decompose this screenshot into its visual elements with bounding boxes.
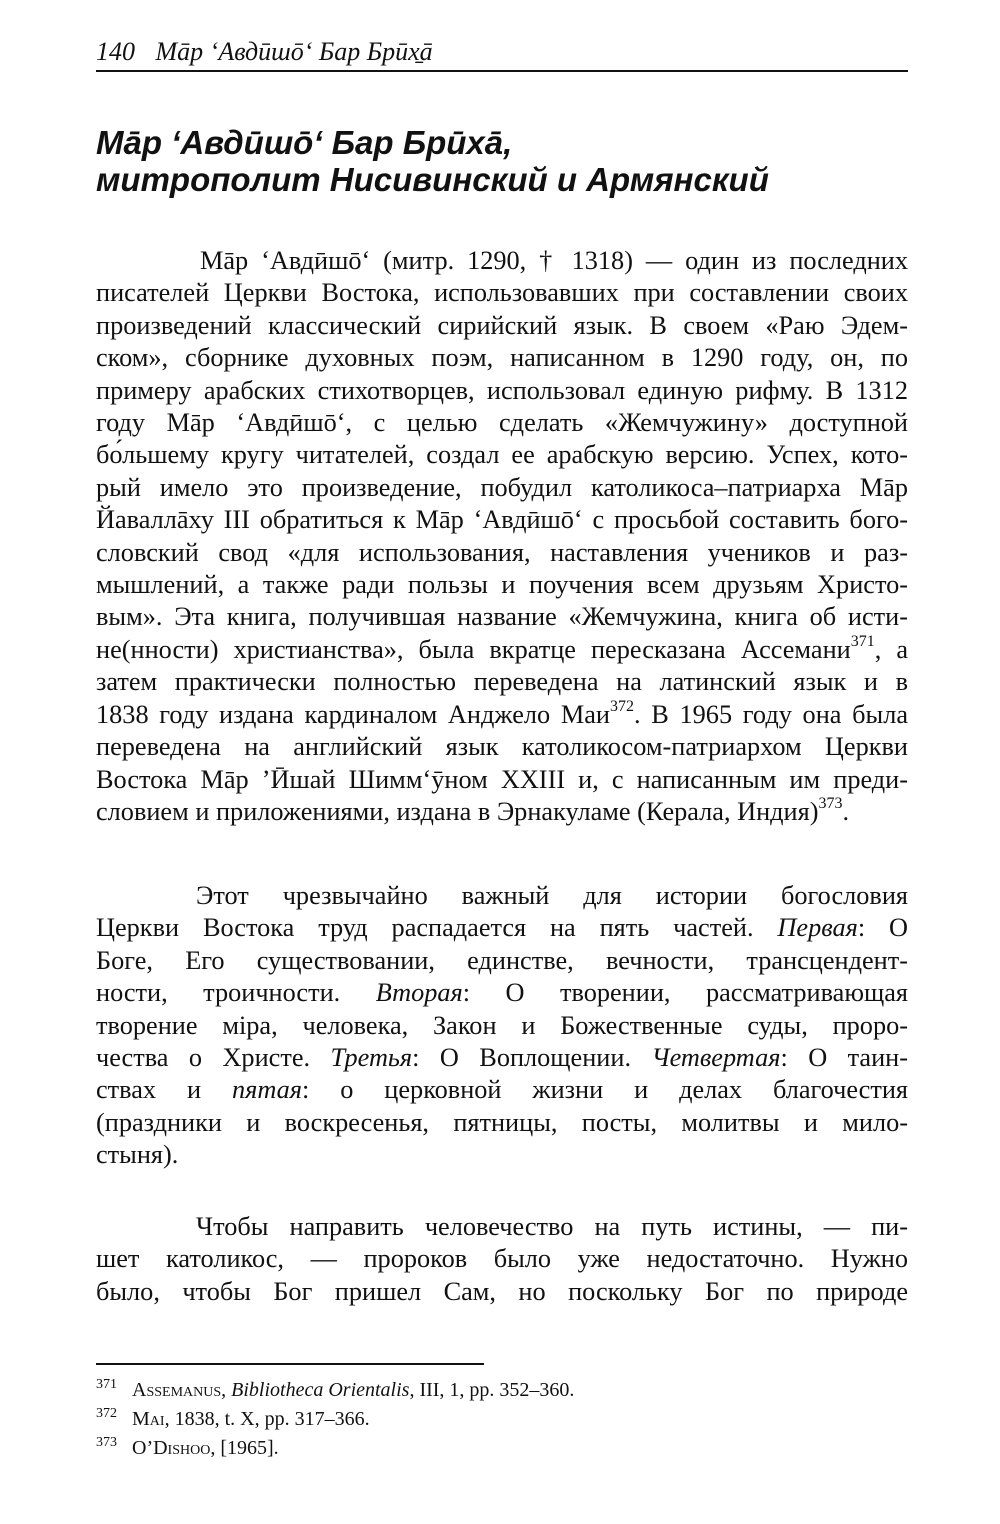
p1-line-with-ref [96,699,908,731]
p2-text: : О таин- [780,1043,908,1073]
part-label-second: Вторая [375,978,463,1008]
part-label-first: Первая [777,913,858,943]
p1-line: писателей Церкви Востока, использовавших при составлении своих [96,278,908,308]
chapter-title [96,124,908,198]
p2-text: : О Воплощении. [412,1043,632,1073]
p1-line-tail: , а [874,634,908,664]
p3-line: было, чтобы Бог пришел Сам, но поскольку Бог по природе [96,1276,908,1306]
running-title: Мāр ‘Авдūшō‘ Бар Брūх̱ā [155,37,433,66]
footnotes [96,1376,908,1463]
p1-line: произведений классический сирийский язык. В своем «Раю Эдем- [96,310,908,340]
footnote-ref-372[interactable]: 372 [609,697,634,715]
p2-line: стыня). [96,1140,179,1170]
p1-line: затем практически полностью переведена на латинский язык и в [96,667,908,697]
p2-text: ности, троичности. [96,978,341,1008]
footnote-author: O’Dishoo [132,1437,211,1459]
p2-line [96,1042,908,1074]
p3-line: Чтобы направить человечество на путь истины, — пи- [196,1212,908,1241]
footnote-title: Bibliotheca Orientalis [231,1379,410,1401]
footnote-rest: , 1838, t. X, pp. 317–366. [164,1408,370,1430]
footnote-rest: , III, 1, pp. 352–360. [409,1379,575,1401]
p3-line: шет католикос, — пророков было уже недостаточно. Нужно [96,1244,908,1274]
p2-text: ствах и [96,1075,202,1105]
p1-line: Востока Мāр ’Ӣшай Шимм‘ӯном XXIII и, с написанным им преди- [96,764,908,794]
p2-line [96,1074,908,1106]
header-rule [96,70,908,72]
p2-line: творение міра, человека, Закон и Божественные суды, проро- [96,1010,908,1040]
footnote-372: 372 Mai, 1838, t. X, pp. 317–366. [96,1406,370,1430]
p1-line: Йаваллāху III обратиться к Мāр ‘Авдӣшō‘ с просьбой составить бого- [96,505,908,535]
paragraph-2 [96,880,908,1172]
p1-line: бо́льшему кругу читателей, создал ее арабскую версию. Успех, кото- [96,440,908,470]
p1-line-text: 1838 году издана кардиналом Анджело Маи [96,699,610,729]
chapter-title-line2: митрополит Нисивинский и Армянский [96,161,769,198]
p1-line: ском», сборнике духовных поэм, написанном в 1290 году, он, по [96,343,908,373]
p2-text: : О [857,913,909,943]
footnote-author: Mai [132,1408,165,1430]
p1-line: мышлений, а также ради пользы и поучения всем друзьям Христо- [96,570,908,600]
part-label-fifth: пятая [231,1075,303,1105]
p2-line: Боге, Его существовании, единстве, вечности, трансцендент- [96,945,908,975]
p1-line: году Мāр ‘Авдӣшō‘, с целью сделать «Жемчужину» доступной [96,408,908,438]
footnote-371: 371 Assemanus, Bibliotheca Orientalis, III, 1, pp. 352–360. [96,1377,575,1401]
footnote-373: 373 O’Dishoo, [1965]. [96,1435,279,1459]
p1-line-tail: . В 1965 году она была [633,699,908,729]
part-label-fourth: Четвертая [651,1043,781,1073]
p1-line-with-ref [96,796,908,828]
p2-text: Церкви Востока труд распадается на пять частей. [96,913,754,943]
p2-line: (праздники и воскресенья, пятницы, посты, молитвы и мило- [96,1107,908,1137]
p2-line [96,912,908,944]
paragraph-1 [96,245,908,828]
p1-line: Мāр ‘Авдӣшō‘ (митр. 1290, † 1318) — один из последних [200,246,908,275]
p1-line: переведена на английский язык католикосом-патриархом Церкви [96,732,908,762]
footnote-rest: , [1965]. [210,1437,279,1459]
p1-line: вым». Эта книга, получившая название «Жемчужина, книга об исти- [96,602,908,632]
p1-line: рый имело это произведение, побудил католикоса–патриарха Мāр [96,472,908,502]
p2-text: : о церковной жизни и делах благочестия [302,1075,908,1105]
p1-line: примеру арабских стихотворцев, использовал единую рифму. В 1312 [96,375,908,405]
p1-line-tail: . [842,796,850,826]
p1-line-with-ref [96,634,908,666]
p1-line-text: не(нности) христианства», была вкратце пересказана Ассемани [96,634,851,664]
p2-line: Этот чрезвычайно важный для истории богословия [196,881,908,910]
p2-text: : О творении, рассматривающая [462,978,908,1008]
p1-line-text: словием и приложениями, издана в Эрнакуламе (Керала, Индия) [96,796,819,826]
footnote-ref-371[interactable]: 371 [850,633,875,651]
footnote-rule [96,1363,484,1365]
page-number: 140 [96,37,135,66]
p2-line [96,977,908,1009]
chapter-title-line1: Мāр ‘Авдūшō‘ Бар Брūхā, [96,124,513,161]
running-header [96,34,908,70]
p1-line: словский свод «для использования, наставления учеников и раз- [96,537,908,567]
paragraph-3 [96,1211,908,1308]
footnote-author: Assemanus [132,1379,222,1401]
p2-text: чества о Христе. [96,1043,311,1073]
footnote-ref-373[interactable]: 373 [818,795,843,813]
part-label-third: Третья [330,1043,413,1073]
